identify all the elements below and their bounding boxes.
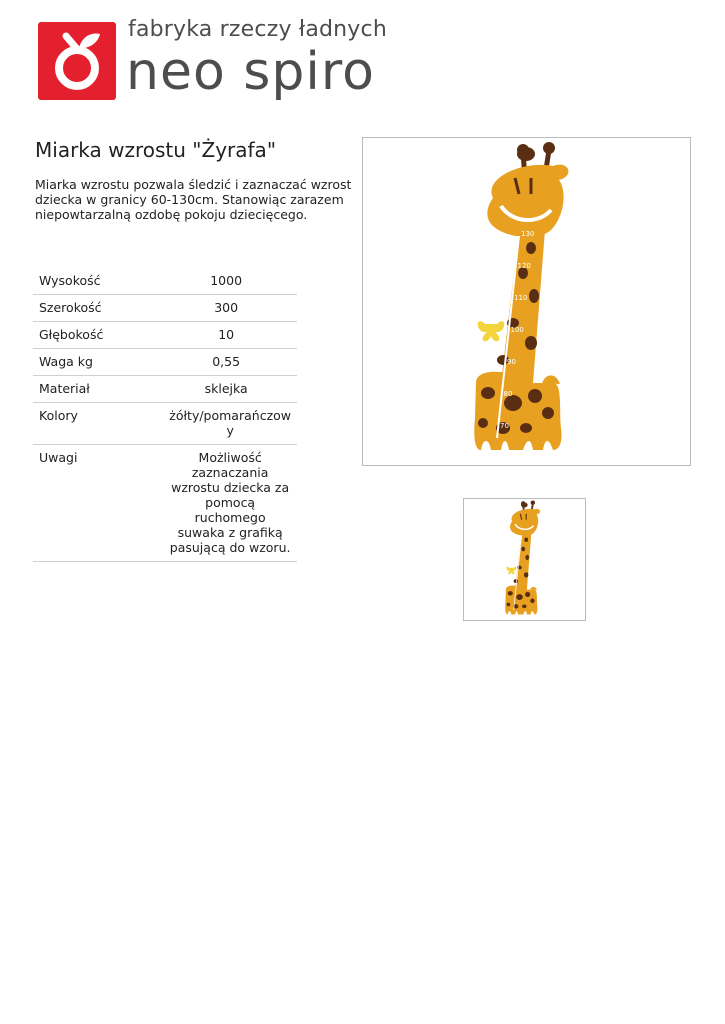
butterfly-slider <box>478 321 505 341</box>
giraffe-head <box>510 509 540 536</box>
scale-mark-label: 80 <box>503 390 513 398</box>
giraffe-spot <box>522 604 526 608</box>
butterfly-slider <box>506 567 516 574</box>
spec-value: 1000 <box>155 268 297 295</box>
spec-row <box>33 376 297 403</box>
spec-value: 10 <box>155 322 297 349</box>
spec-row <box>33 268 297 295</box>
giraffe-height-chart-image <box>363 138 690 465</box>
spec-value: Możliwość zaznaczania wzrostu dziecka za pomocą ruchomego suwaka z grafiką pasującą do wzoru. <box>155 445 297 562</box>
giraffe-tail <box>531 587 537 590</box>
giraffe-height-chart-thumbnail <box>464 499 585 620</box>
scale-mark-label: 70 <box>500 422 509 430</box>
spec-row <box>33 349 297 376</box>
apple-logo-icon <box>38 22 116 100</box>
spec-label: Uwagi <box>33 445 155 562</box>
giraffe-spot <box>524 537 528 541</box>
giraffe-tail <box>543 376 559 384</box>
product-photo-main[interactable] <box>362 137 691 466</box>
brand-name: neo spiro <box>126 42 375 102</box>
product-title: Miarka wzrostu "Żyrafa" <box>35 138 277 162</box>
scale-mark-label: 120 <box>517 262 531 270</box>
brand-tagline: fabryka rzeczy ładnych <box>128 17 387 42</box>
scale-mark-label: 130 <box>521 230 535 238</box>
spec-label: Materiał <box>33 376 155 403</box>
horn-tip <box>543 142 555 154</box>
spec-label: Wysokość <box>33 268 155 295</box>
giraffe-spot <box>508 591 513 595</box>
spec-label: Szerokość <box>33 295 155 322</box>
product-description: Miarka wzrostu pozwala śledzić i zaznaczać wzrost dziecka w granicy 60-130cm. Stanowiąc zarazem niepowtarzalną ozdobę pokoju dziecięcego. <box>35 177 352 222</box>
spec-row <box>33 295 297 322</box>
giraffe-head <box>487 165 568 237</box>
product-photo-thumbnail[interactable] <box>463 498 586 621</box>
giraffe-spot <box>478 418 488 428</box>
scale-mark-label: 90 <box>507 358 516 366</box>
ear <box>517 147 535 161</box>
spec-value: 0,55 <box>155 349 297 376</box>
scale-mark-label: 100 <box>510 326 524 334</box>
spec-value: żółty/pomarańczow y <box>155 403 297 445</box>
giraffe-spot <box>520 423 532 433</box>
giraffe-spot <box>525 336 537 350</box>
spec-row <box>33 403 297 445</box>
giraffe-spot <box>530 599 534 603</box>
specs-table <box>33 268 297 562</box>
spec-value: sklejka <box>155 376 297 403</box>
giraffe-spot <box>516 594 523 600</box>
spec-label: Głębokość <box>33 322 155 349</box>
giraffe-spot <box>521 547 525 551</box>
spec-label: Kolory <box>33 403 155 445</box>
giraffe-spot <box>481 387 495 399</box>
giraffe-spot <box>507 603 511 607</box>
giraffe-spot <box>526 242 536 254</box>
giraffe-spot <box>525 592 530 597</box>
spec-label: Waga kg <box>33 349 155 376</box>
logo <box>38 22 116 100</box>
horn-tip <box>531 500 535 504</box>
spec-value: 300 <box>155 295 297 322</box>
giraffe-spot <box>529 289 539 303</box>
giraffe-spot <box>525 555 529 560</box>
spec-row <box>33 445 297 562</box>
spec-row <box>33 322 297 349</box>
giraffe-spot <box>542 407 554 419</box>
giraffe-spot <box>514 579 518 583</box>
scale-mark-label: 110 <box>514 294 528 302</box>
giraffe-spot <box>528 389 542 403</box>
giraffe-spot <box>524 572 528 577</box>
ear <box>521 502 528 507</box>
